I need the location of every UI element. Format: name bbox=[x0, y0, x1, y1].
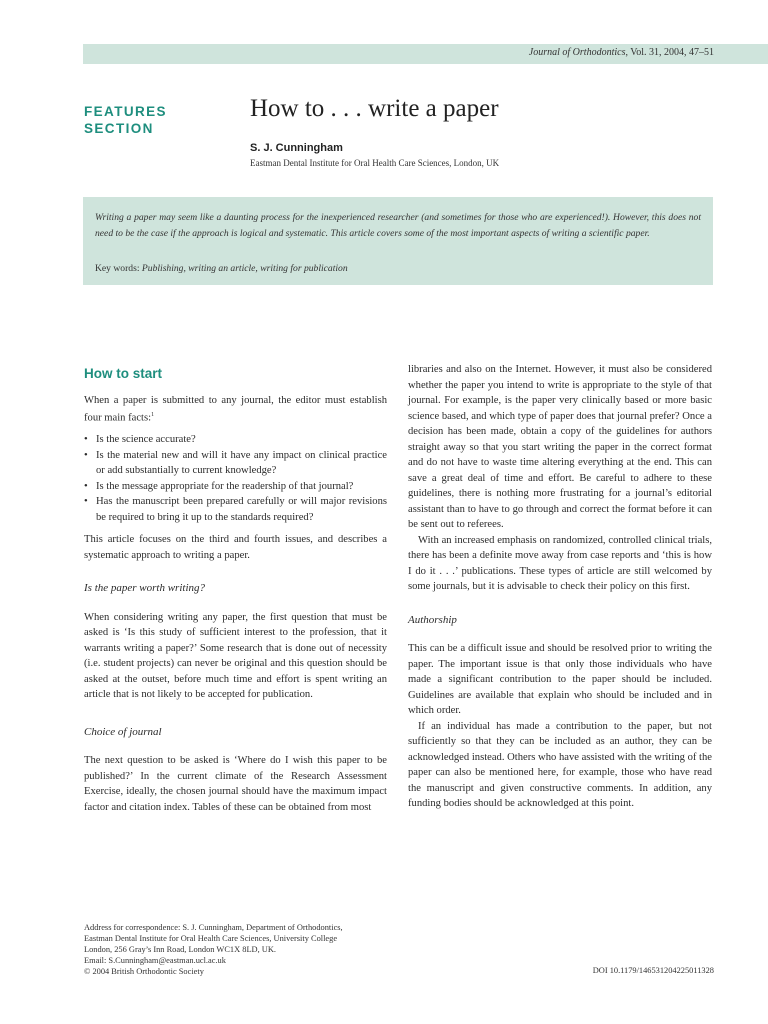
intro-paragraph bbox=[84, 393, 387, 427]
article-title: How to . . . write a paper bbox=[250, 95, 499, 122]
author-affiliation: Eastman Dental Institute for Oral Health Care Sciences, London, UK bbox=[250, 158, 500, 168]
section-label-line2: SECTION bbox=[84, 121, 154, 136]
focus-paragraph: This article focuses on the third and fourth issues, and describes a systematic approach to writing a paper. bbox=[84, 534, 387, 561]
abstract-text: Writing a paper may seem like a daunting process for the inexperienced researcher (and sometimes for those who are experienced!). However, this does not need to be the case if the approach is logical and systematic. This article covers some of the most important aspects of writing a scientific paper. bbox=[95, 212, 701, 239]
list-item-text: Is the material new and will it have any impact on clinical practice or add substantially to current knowledge? bbox=[96, 449, 387, 477]
list-item-text: Is the message appropriate for the readership of that journal? bbox=[96, 480, 354, 492]
list-item-text: Has the manuscript been prepared carefully or will major revisions be required to bring it up to the standards required? bbox=[96, 496, 387, 523]
subheading-authorship: Authorship bbox=[408, 613, 457, 626]
section-label-line1: FEATURES bbox=[84, 104, 167, 119]
list-item bbox=[84, 448, 387, 479]
author-name: S. J. Cunningham bbox=[250, 142, 343, 154]
intro-text: When a paper is submitted to any journal, the editor must establish four main facts: bbox=[84, 394, 387, 424]
bullet-icon: • bbox=[84, 496, 88, 508]
authorship-paragraph: This can be a difficult issue and should be resolved prior to writing the paper. The important issue is that only those individuals who have made a significant contribution to the paper should be included. Guidelines are available that explain who should be included and in which order. bbox=[408, 643, 712, 716]
acknowledgement-paragraph: If an individual has made a contribution to the paper, but not sufficiently so that they can be included as an author, they can be acknowledged instead. Others who have assisted with the writing of the paper can also be mentioned here, for example, those who have read the manuscript and given constructive comments. In addition, any funding bodies should be acknowledged at this point. bbox=[408, 720, 712, 809]
left-column bbox=[84, 366, 387, 815]
correspondence-line: Address for correspondence: S. J. Cunningham, Department of Orthodontics, bbox=[84, 923, 343, 932]
bullet-icon: • bbox=[84, 480, 88, 492]
list-item bbox=[84, 432, 387, 448]
journal-name: Journal of Orthodontics bbox=[528, 47, 626, 58]
correspondence-email: Email: S.Cunningham@eastman.ucl.ac.uk bbox=[84, 956, 226, 965]
intro-reference: 1 bbox=[151, 412, 155, 418]
facts-list bbox=[84, 432, 387, 525]
section-label bbox=[84, 103, 167, 137]
journal-volume: , Vol. 31, 2004, 47–51 bbox=[625, 47, 714, 58]
correspondence-block bbox=[84, 922, 414, 977]
correspondence-line: Eastman Dental Institute for Oral Health Care Sciences, University College bbox=[84, 934, 338, 943]
subheading-choice-of-journal: Choice of journal bbox=[84, 725, 162, 738]
list-item bbox=[84, 494, 387, 525]
heading-how-to-start: How to start bbox=[84, 366, 163, 381]
keywords-line bbox=[95, 263, 701, 274]
right-column bbox=[408, 362, 712, 812]
worth-writing-paragraph: When considering writing any paper, the first question that must be asked is ‘Is this study of sufficient interest to the profession, that it warrants writing a paper?’ Some research that is done out of necessity (i.e. student projects) can never be original and this question should be asked at the outset, before much time and effort is spent writing an article that is not likely to be accepted for publication. bbox=[84, 611, 387, 701]
doi: DOI 10.1179/146531204225011328 bbox=[592, 966, 714, 975]
clinical-trials-paragraph: With an increased emphasis on randomized, controlled clinical trials, there has been a definite move away from case reports and ‘this is how I do it . . .’ publications. These types of article are still welcomed by some journals, but it is advisable to check their policy on this first. bbox=[408, 534, 712, 592]
keywords-value: Publishing, writing an article, writing for publication bbox=[141, 263, 348, 274]
keywords-label: Key words: bbox=[95, 263, 142, 274]
abstract-box bbox=[83, 197, 713, 285]
choice-of-journal-paragraph: The next question to be asked is ‘Where do I wish this paper to be published?’ In the current climate of the Research Assessment Exercise, ideally, the chosen journal should have the maximum impact factor and citation index. Tables of these can be obtained from most bbox=[84, 755, 387, 813]
bullet-icon: • bbox=[84, 449, 88, 461]
copyright-line: © 2004 British Orthodontic Society bbox=[84, 967, 204, 976]
journal-citation bbox=[529, 47, 714, 58]
correspondence-line: London, 256 Gray’s Inn Road, London WC1X 8LD, UK. bbox=[84, 945, 276, 954]
list-item bbox=[84, 479, 387, 495]
list-item-text: Is the science accurate? bbox=[96, 434, 196, 446]
bullet-icon: • bbox=[84, 434, 88, 446]
subheading-worth-writing: Is the paper worth writing? bbox=[84, 582, 206, 595]
journal-style-paragraph: libraries and also on the Internet. However, it must also be considered whether the paper you intend to write is appropriate to the style of that journal. For example, is the paper very clinically based or more basic science based, and which type of paper does that journal prefer? Once a decision has been made, obtain a copy of the guidelines for authors straight away so that you start writing the paper in the correct format and do not have to waste time altering everything at the end. This can save a great deal of time and effort. Be careful to adhere to these guidelines, there is nothing more frustrating for a journal’s editorial assistant than to have to go through and correct the format before it can be sent out to referees. bbox=[408, 364, 712, 530]
